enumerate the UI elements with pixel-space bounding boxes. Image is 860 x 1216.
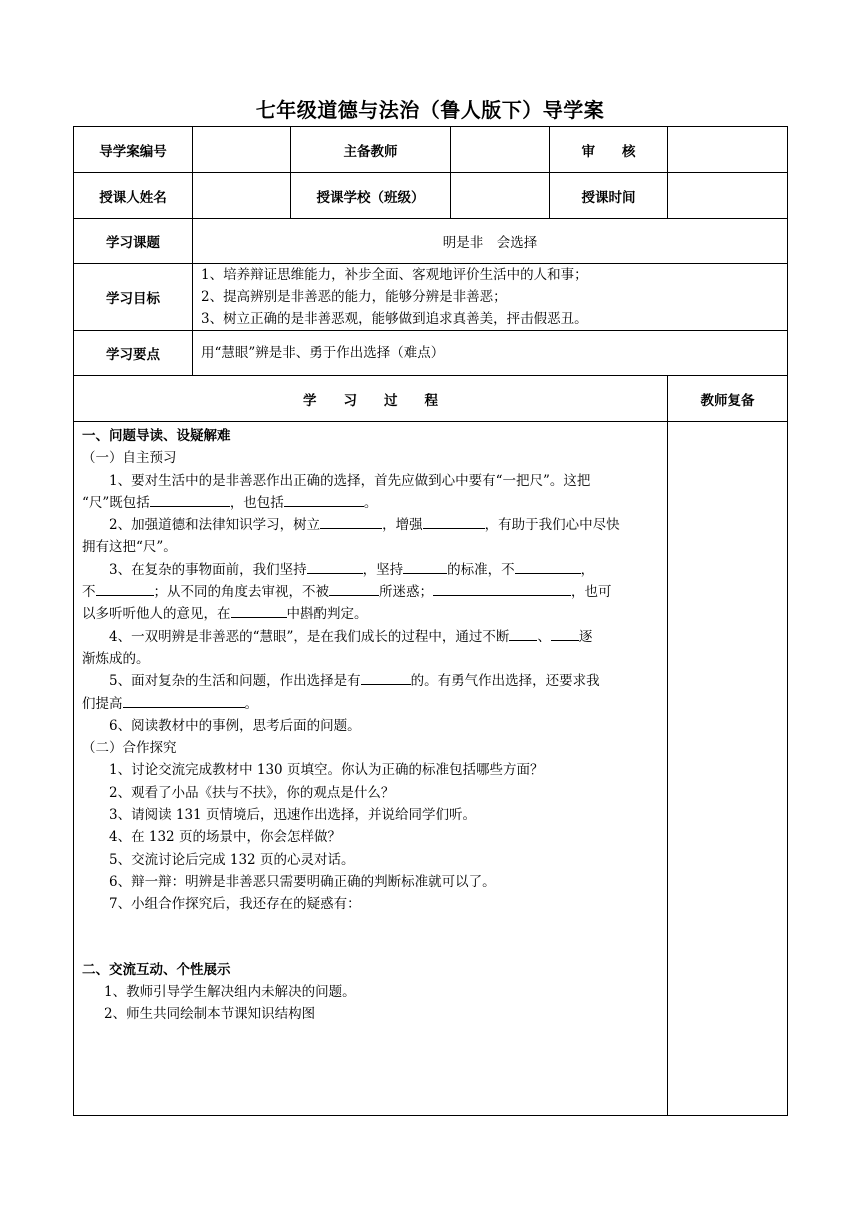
fill-blank[interactable] <box>551 626 579 641</box>
question-2-line-1: 2、加强道德和法律知识学习，树立 ，增强 ，有助于我们心中尽快 <box>82 514 661 536</box>
lecturer-name-value <box>193 173 291 219</box>
fill-blank[interactable] <box>329 581 379 596</box>
key-point-value: 用“慧眼”辨是非、勇于作出选择（难点） <box>193 331 788 376</box>
fill-blank[interactable] <box>361 670 411 685</box>
section-heading: 一、问题导读、设疑解难 <box>82 428 231 444</box>
topic-value: 明是非 会选择 <box>193 219 788 264</box>
review-label: 审 核 <box>550 127 668 173</box>
lecturer-name-label: 授课人姓名 <box>74 173 193 219</box>
question-1-line-2: “尺”既包括 ，也包括 。 <box>82 492 661 514</box>
inquiry-item: 7、小组合作探究后，我还存在的疑惑有： <box>109 896 361 913</box>
school-class-label: 授课学校（班级） <box>291 173 451 219</box>
goal-item: 2、提高辨别是非善恶的能力，能够分辨是非善恶； <box>201 289 507 305</box>
topic-row <box>74 219 788 264</box>
header-row-2 <box>74 173 788 219</box>
lead-teacher-label: 主备教师 <box>291 127 451 173</box>
subsection-heading: （二）合作探究 <box>82 740 177 757</box>
lead-teacher-value <box>451 127 550 173</box>
goals-label: 学习目标 <box>74 264 193 331</box>
inquiry-item: 2、观看了小品《扶与不扶》，你的观点是什么？ <box>109 784 395 801</box>
fill-blank[interactable] <box>231 603 287 618</box>
fill-blank[interactable] <box>433 581 571 596</box>
fill-blank[interactable] <box>123 693 245 708</box>
school-class-value <box>451 173 550 219</box>
goal-item: 3、树立正确的是非善恶观，能够做到追求真善美，抨击假恶丑。 <box>201 311 588 327</box>
question-3-line-1: 3、在复杂的事物面前，我们坚持 ，坚持 的标准，不 ， <box>82 559 661 581</box>
inquiry-item: 4、在 132 页的场景中，你会怎样做？ <box>109 829 341 846</box>
subsection-heading: （一）自主预习 <box>82 450 177 467</box>
process-header-row <box>74 376 788 422</box>
review-value <box>668 127 788 173</box>
goals-row <box>74 264 788 331</box>
inquiry-item: 6、辩一辩：明辨是非善恶只需要明确正确的判断标准就可以了。 <box>109 873 496 890</box>
fill-blank[interactable] <box>284 492 364 507</box>
lesson-time-value <box>668 173 788 219</box>
header-row-1 <box>74 127 788 173</box>
question-5-line-1: 5、面对复杂的生活和问题，作出选择是有 的。有勇气作出选择，还要求我 <box>82 670 661 692</box>
question-1-line-1: 1、要对生活中的是非善恶作出正确的选择，首先应做到心中要有“一把尺”。这把 <box>109 472 591 489</box>
guide-number-value <box>193 127 291 173</box>
fill-blank[interactable] <box>96 581 154 596</box>
lesson-time-label: 授课时间 <box>550 173 668 219</box>
fill-blank[interactable] <box>403 559 447 574</box>
guide-number-label: 导学案编号 <box>74 127 193 173</box>
question-4-line-2: 渐炼成的。 <box>82 650 150 667</box>
key-point-label: 学习要点 <box>74 331 193 376</box>
question-3-line-2: 不 ；从不同的角度去审视，不被 所迷惑； ，也可 <box>82 581 661 603</box>
question-4-line-1: 4、一双明辨是非善恶的“慧眼”，是在我们成长的过程中，通过不断 、 逐 <box>82 626 661 648</box>
fill-blank[interactable] <box>150 492 230 507</box>
exchange-item: 1、教师引导学生解决组内未解决的问题。 <box>104 983 356 1000</box>
inquiry-item: 5、交流讨论后完成 132 页的心灵对话。 <box>109 851 355 868</box>
fill-blank[interactable] <box>320 514 382 529</box>
fill-blank[interactable] <box>515 559 581 574</box>
exchange-item: 2、师生共同绘制本节课知识结构图 <box>104 1006 316 1023</box>
process-heading: 学 习 过 程 <box>74 376 668 422</box>
question-2-line-2: 拥有这把“尺”。 <box>82 539 177 556</box>
fill-blank[interactable] <box>307 559 363 574</box>
study-guide-table <box>73 126 788 1116</box>
topic-label: 学习课题 <box>74 219 193 264</box>
process-row <box>74 422 788 1116</box>
question-6: 6、阅读教材中的事例，思考后面的问题。 <box>109 717 361 734</box>
fill-blank[interactable] <box>423 514 485 529</box>
section-heading: 二、交流互动、个性展示 <box>82 961 231 978</box>
question-5-line-2: 们提高 。 <box>82 693 661 715</box>
goal-item: 1、培养辩证思维能力，补步全面、客观地评价生活中的人和事； <box>201 267 588 283</box>
inquiry-item: 3、请阅读 131 页情境后，迅速作出选择，并说给同学们听。 <box>109 807 476 824</box>
process-content <box>74 422 668 1116</box>
page-title: 七年级道德与法治（鲁人版下）导学案 <box>255 98 605 122</box>
fill-blank[interactable] <box>509 626 537 641</box>
question-3-line-3: 以多听听他人的意见，在 中斟酌判定。 <box>82 603 661 625</box>
goals-list <box>193 264 788 331</box>
inquiry-item: 1、讨论交流完成教材中 130 页填空。你认为正确的标准包括哪些方面？ <box>109 762 544 779</box>
teacher-review-notes[interactable] <box>668 422 788 1116</box>
teacher-review-heading: 教师复备 <box>668 376 788 422</box>
key-point-row <box>74 331 788 376</box>
